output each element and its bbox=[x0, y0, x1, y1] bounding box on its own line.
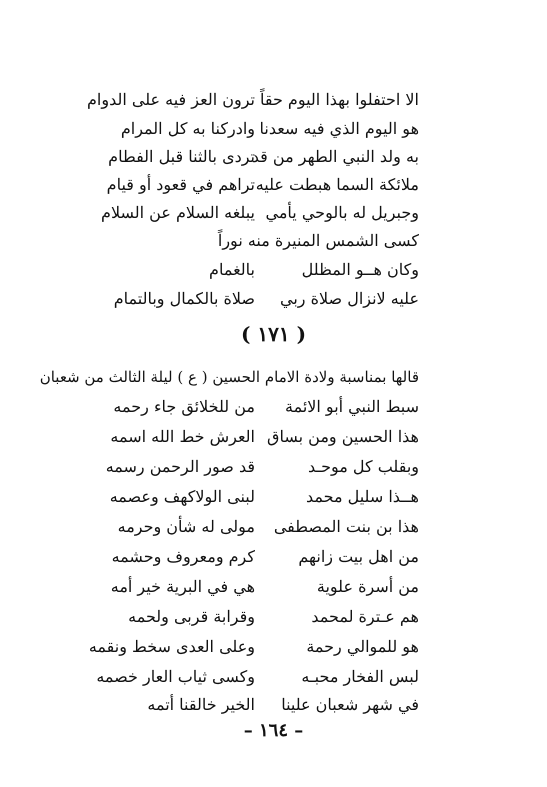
first-hemistich: هو اليوم الذي فيه سعدنا bbox=[259, 119, 419, 138]
first-hemistich: لبس الفخار محبـه bbox=[301, 667, 419, 686]
first-hemistich: وكان هــو المظلل bbox=[301, 260, 419, 279]
poem-heading: قالها بمناسبة ولادة الامام الحسين ( ع ) ليلة الثالث من شعبان bbox=[39, 368, 419, 386]
first-hemistich: به ولد النبي الطهر من قد bbox=[251, 147, 419, 166]
verse-line bbox=[0, 392, 547, 422]
second-hemistich: صلاة بالكمال وبالتمام bbox=[113, 289, 255, 308]
verse-line bbox=[0, 482, 547, 512]
first-hemistich: هذا الحسين ومن بساق bbox=[267, 427, 419, 446]
first-hemistich: ملائكة السما هبطت عليه bbox=[255, 175, 419, 194]
verse-line bbox=[0, 632, 547, 662]
verse-line bbox=[0, 114, 547, 144]
second-hemistich: وعلى العدى سخط ونقمه bbox=[88, 637, 255, 656]
verse-line bbox=[0, 542, 547, 572]
second-hemistich: بالغمام bbox=[209, 260, 255, 279]
verse-line bbox=[0, 512, 547, 542]
verse-line bbox=[0, 198, 547, 228]
first-hemistich: هــذا سليل محمد bbox=[305, 487, 419, 506]
verse-line bbox=[0, 422, 547, 452]
first-hemistich: هو للموالي رحمة bbox=[306, 637, 419, 656]
verse-line bbox=[0, 690, 547, 720]
first-hemistich: الا احتفلوا بهذا اليوم حقاً bbox=[259, 90, 419, 109]
first-hemistich: في شهر شعبان علينا bbox=[281, 695, 419, 714]
verse-line bbox=[0, 284, 547, 314]
first-hemistich: وجبريل له بالوحي يأمي bbox=[265, 203, 419, 222]
verse-line bbox=[0, 226, 547, 256]
second-hemistich: كرم ومعروف وحشمه bbox=[111, 547, 255, 566]
verse-line bbox=[0, 142, 547, 172]
first-hemistich: عليه لانزال صلاة ربي bbox=[279, 289, 419, 308]
single-line: كسى الشمس المنيرة منه نوراً bbox=[217, 231, 419, 250]
second-hemistich: يبلغه السلام عن السلام bbox=[101, 203, 255, 222]
first-hemistich: سبط النبي أبو الائمة bbox=[284, 397, 419, 416]
second-hemistich: العرش خط الله اسمه bbox=[110, 427, 255, 446]
verse-line bbox=[0, 602, 547, 632]
second-hemistich: تراهم في قعود أو قيام bbox=[106, 175, 255, 194]
verse-line bbox=[0, 662, 547, 692]
second-hemistich: لبنى الولاكهف وعصمه bbox=[109, 487, 255, 506]
verse-line bbox=[0, 255, 547, 285]
second-hemistich: قد صور الرحمن رسمه bbox=[105, 457, 255, 476]
first-hemistich: من اهل بيت زانهم bbox=[298, 547, 419, 566]
second-hemistich: هي في البرية خير أمه bbox=[110, 577, 255, 596]
first-hemistich: هم عـترة لمحمد bbox=[311, 607, 419, 626]
first-hemistich: وبقلب كل موحـد bbox=[308, 457, 419, 476]
second-hemistich: ترون العز فيه على الدوام bbox=[87, 90, 255, 109]
second-hemistich: مولى له شأن وحرمه bbox=[117, 517, 255, 536]
second-hemistich: وادركنا به كل المرام bbox=[120, 119, 255, 138]
verse-line bbox=[0, 85, 547, 115]
poem-number: ( ١٧١ ) bbox=[240, 322, 307, 346]
verse-line bbox=[0, 170, 547, 200]
second-hemistich: تردى بالثنا قبل الفطام bbox=[108, 147, 255, 166]
verse-line bbox=[0, 572, 547, 602]
verse-line bbox=[0, 452, 547, 482]
first-hemistich: من أسرة علوية bbox=[316, 577, 419, 596]
second-hemistich: من للخلائق جاء رحمه bbox=[113, 397, 255, 416]
first-hemistich: هذا بن بنت المصطفى bbox=[273, 517, 419, 536]
second-hemistich: وكسى ثياب العار خصمه bbox=[96, 667, 255, 686]
second-hemistich: وقرابة قربى ولحمه bbox=[128, 607, 255, 626]
page-number: – ١٦٤ – bbox=[243, 720, 304, 741]
second-hemistich: الخير خالقنا أتمه bbox=[147, 695, 255, 714]
